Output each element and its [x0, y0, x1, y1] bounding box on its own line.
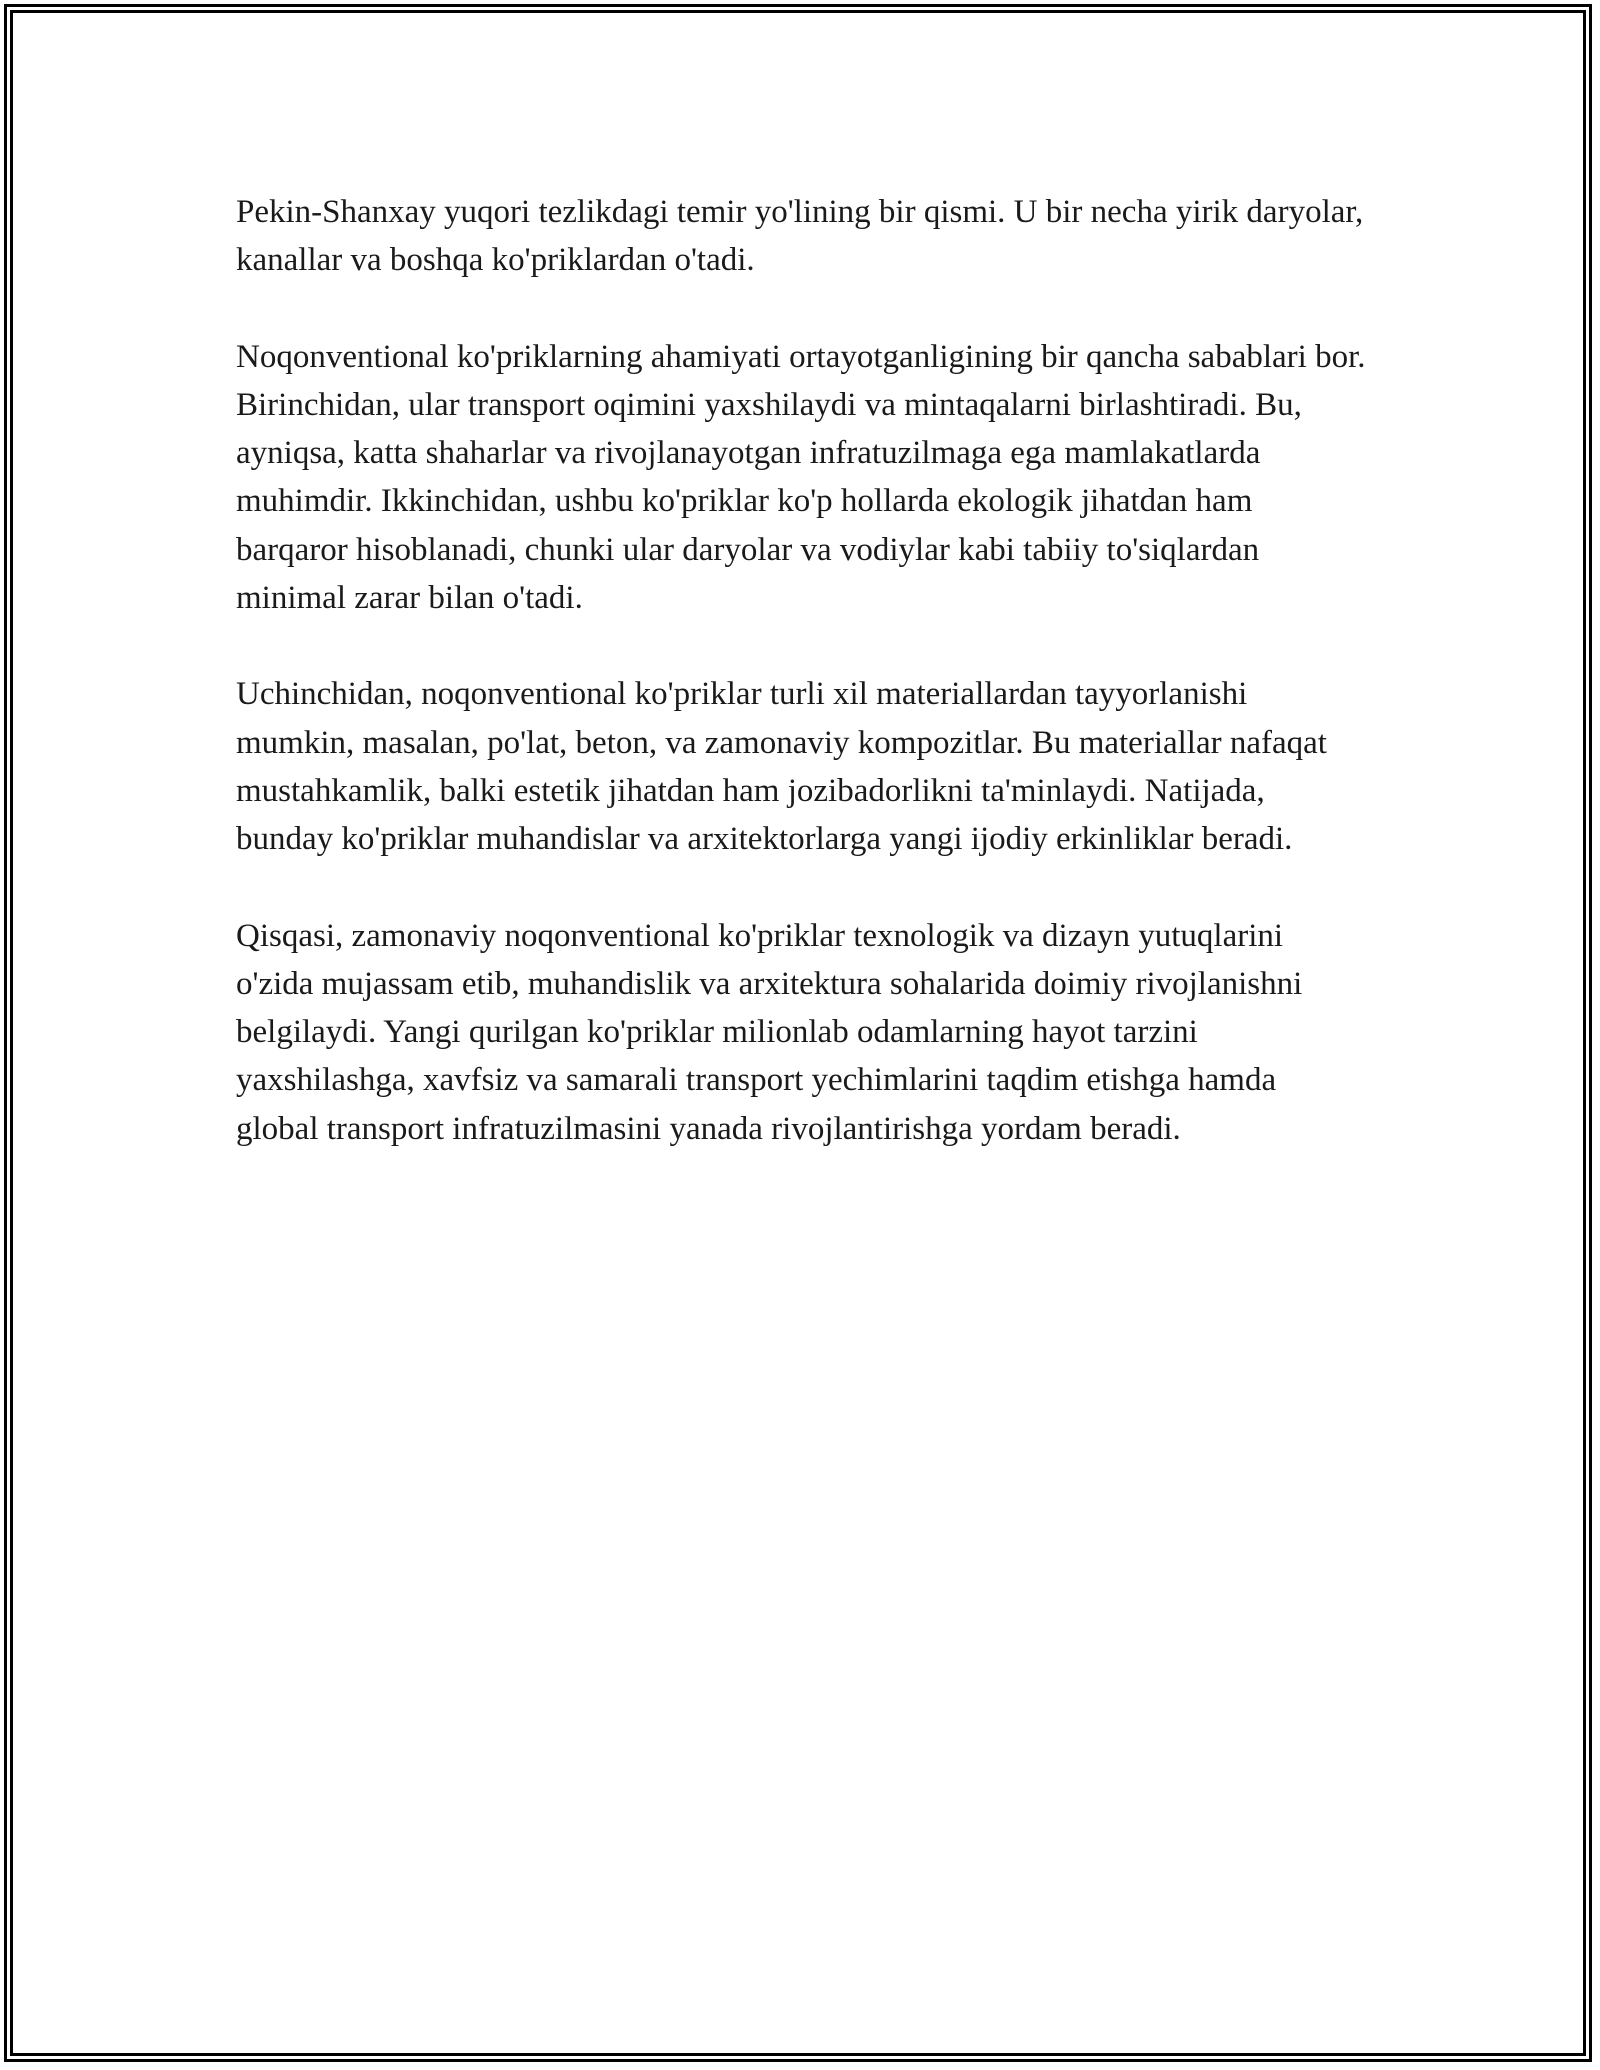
- paragraph-2: Noqonventional ko'priklarning ahamiyati ortayotganligining bir qancha sabablari bor. Birinchidan, ular transport oqimini yaxshilaydi va mintaqalarni birlashtiradi. Bu, ayniqsa, katta shaharlar va rivojlanayotgan infratuzilmaga ega mamlakatlarda muhimdir. Ikkinchidan, ushbu ko'priklar ko'p hollarda ekologik jihatdan ham barqaror hisoblanadi, chunki ular daryolar va vodiylar kabi tabiiy to'siqlardan minimal zarar bilan o'tadi.: [236, 338, 1366, 617]
- document-body: [236, 188, 1366, 1201]
- paragraph-1: Pekin-Shanxay yuqori tezlikdagi temir yo'lining bir qismi. U bir necha yirik daryolar, kanallar va boshqa ko'priklardan o'tadi.: [236, 194, 1364, 279]
- paragraph-3: Uchinchidan, noqonventional ko'priklar turli xil materiallardan tayyorlanishi mumkin, masalan, po'lat, beton, va zamonaviy kompozitlar. Bu materiallar nafaqat mustahkamlik, balki estetik jihatdan ham jozibadorlikni ta'minlaydi. Natijada, bunday ko'priklar muhandislar va arxitektorlarga yangi ijodiy erkinliklar beradi.: [236, 676, 1327, 858]
- paragraph-4: Qisqasi, zamonaviy noqonventional ko'priklar texnologik va dizayn yutuqlarini o'zida mujassam etib, muhandislik va arxitektura sohalarida doimiy rivojlanishni belgilaydi. Yangi qurilgan ko'priklar milionlab odamlarning hayot tarzini yaxshilashga, xavfsiz va samarali transport yechimlarini taqdim etishga hamda global transport infratuzilmasini yanada rivojlantirishga yordam beradi.: [236, 917, 1303, 1147]
